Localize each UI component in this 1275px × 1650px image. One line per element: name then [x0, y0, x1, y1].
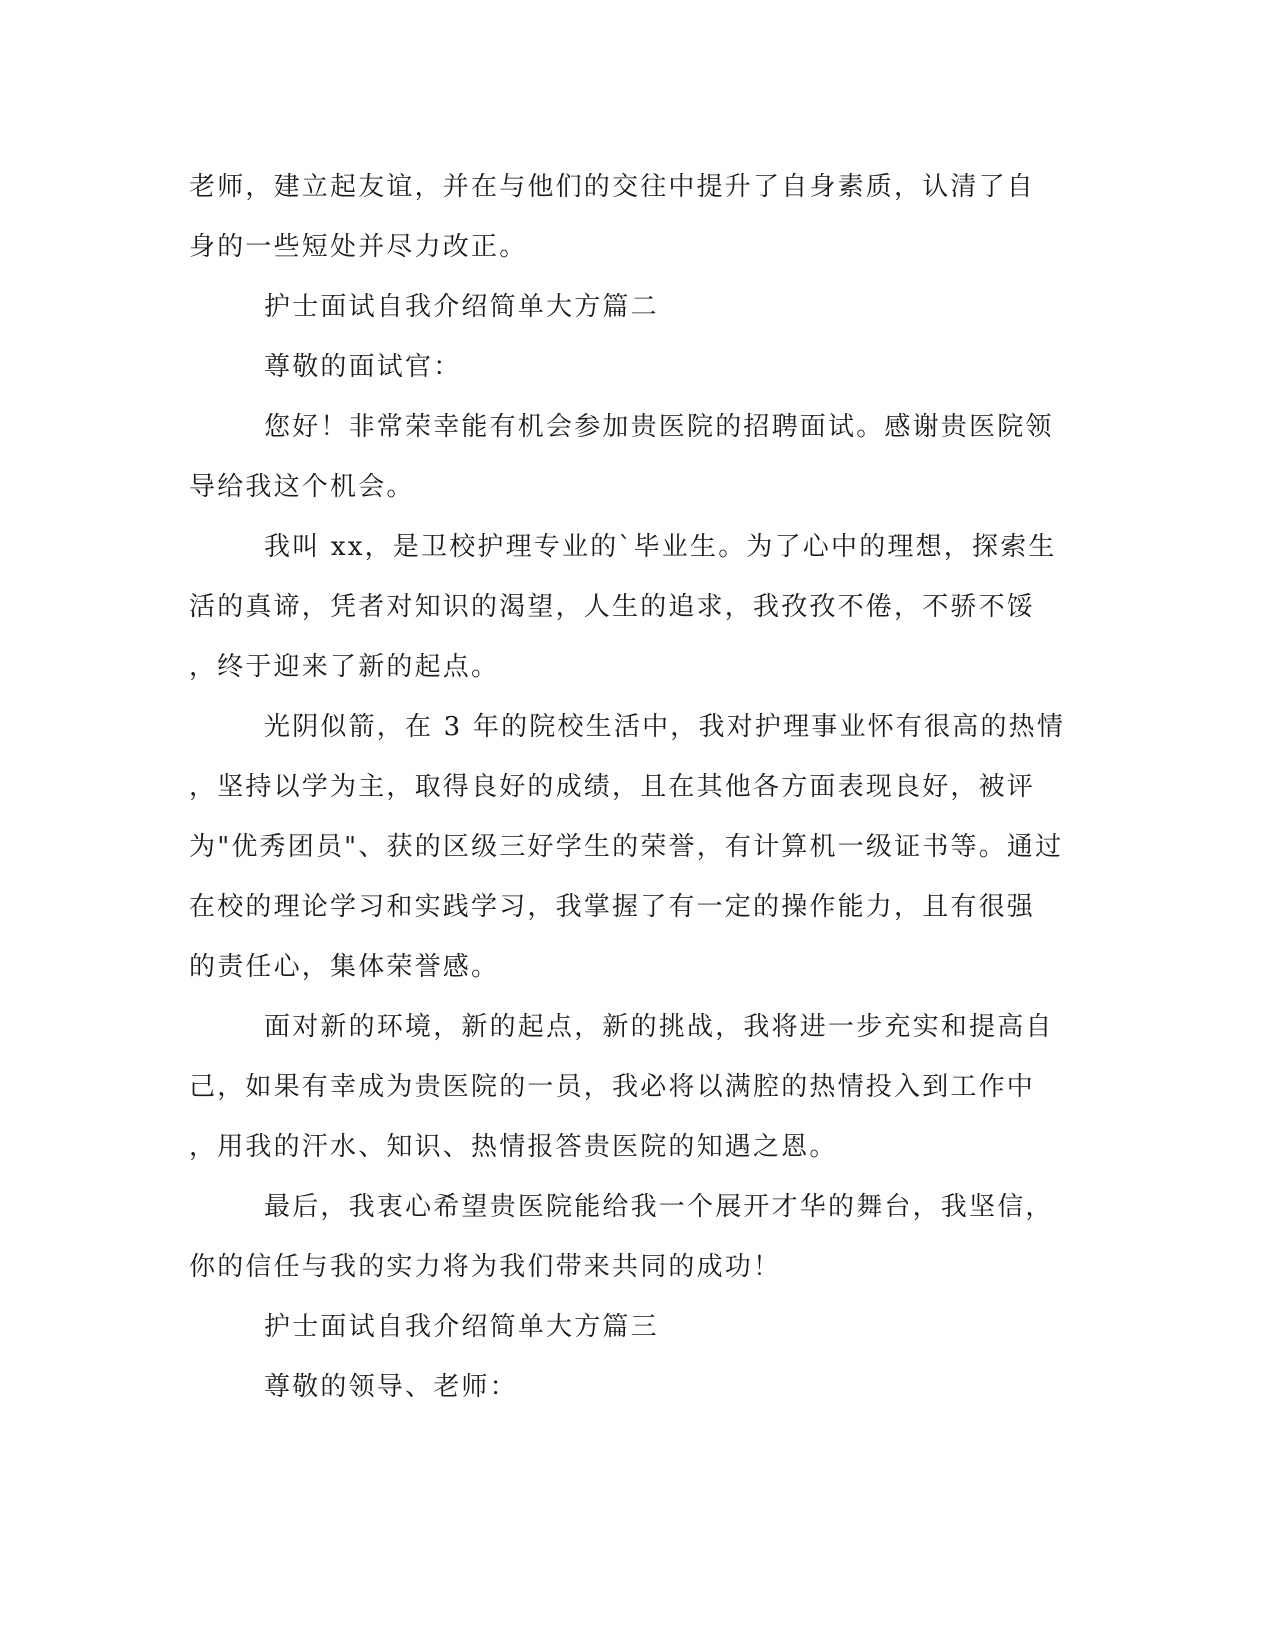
text-line: ，坚持以学为主，取得良好的成绩，且在其他各方面表现良好，被评 — [189, 772, 1036, 802]
text-line: 活的真谛，凭者对知识的渴望，人生的追求，我孜孜不倦，不骄不馁 — [189, 592, 1036, 622]
text-line: 为"优秀团员"、获的区级三好学生的荣誉，有计算机一级证书等。通过 — [189, 832, 1064, 862]
section-heading: 护士面试自我介绍简单大方篇二 — [264, 292, 659, 322]
text-line: 身的一些短处并尽力改正。 — [189, 232, 528, 262]
text-line: 导给我这个机会。 — [189, 472, 415, 502]
text-line: 您好！非常荣幸能有机会参加贵医院的招聘面试。感谢贵医院领 — [264, 412, 1054, 442]
salutation: 尊敬的领导、老师： — [264, 1372, 518, 1402]
text-line: 你的信任与我的实力将为我们带来共同的成功！ — [189, 1252, 782, 1282]
text-line: ，终于迎来了新的起点。 — [189, 652, 500, 682]
section-heading: 护士面试自我介绍简单大方篇三 — [264, 1312, 659, 1342]
text-line: 己，如果有幸成为贵医院的一员，我必将以满腔的热情投入到工作中 — [189, 1072, 1036, 1102]
text-line: 光阴似箭，在 3 年的院校生活中，我对护理事业怀有很高的热情 — [264, 712, 1066, 742]
text-line: 我叫 xx，是卫校护理专业的`毕业生。为了心中的理想，探索生 — [264, 532, 1057, 562]
text-line: ，用我的汗水、知识、热情报答贵医院的知遇之恩。 — [189, 1132, 838, 1162]
text-line: 面对新的环境，新的起点，新的挑战，我将进一步充实和提高自 — [264, 1012, 1054, 1042]
text-line: 最后，我衷心希望贵医院能给我一个展开才华的舞台，我坚信， — [264, 1192, 1054, 1222]
text-line: 的责任心，集体荣誉感。 — [189, 952, 500, 982]
salutation: 尊敬的面试官： — [264, 352, 462, 382]
text-line: 在校的理论学习和实践学习，我掌握了有一定的操作能力，且有很强 — [189, 892, 1036, 922]
text-line: 老师，建立起友谊，并在与他们的交往中提升了自身素质，认清了自 — [189, 172, 1036, 202]
